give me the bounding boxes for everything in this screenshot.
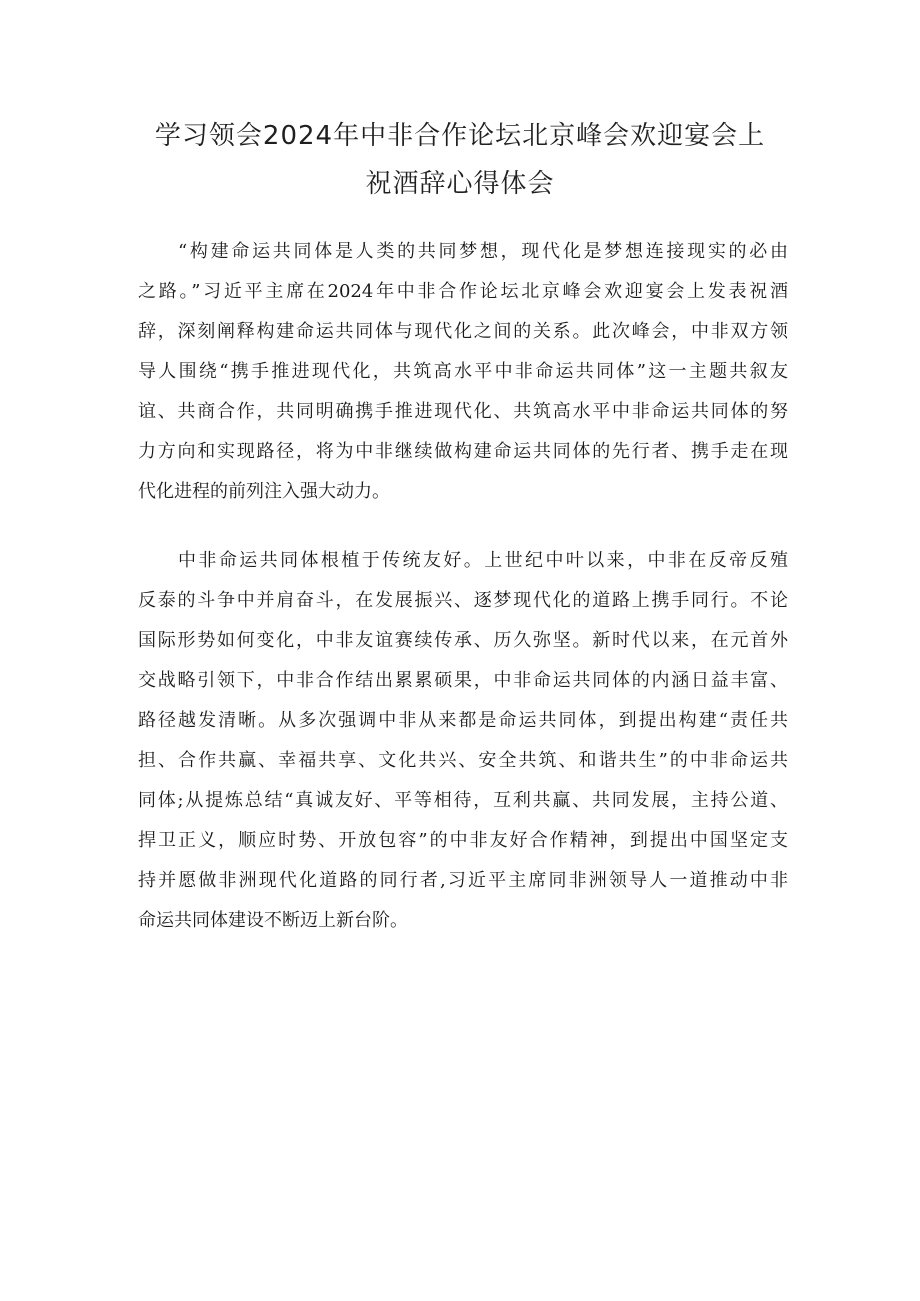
text-line: 国际形势如何变化，中非友谊赛续传承、历久弥坚。新时代以来，在元首外 [138,630,788,651]
text-line: 捍卫正义，顺应时势、开放包容”的中非友好合作精神，到提出中国坚定支 [138,830,788,851]
text-line: “构建命运共同体是人类的共同梦想，现代化是梦想连接现实的必由 [178,241,788,262]
text-line: 交战略引领下，中非合作结出累累硕果，中非命运共同体的内涵日益丰富、 [138,670,788,691]
text-line: 反泰的斗争中并肩奋斗，在发展振兴、逐梦现代化的道路上携手同行。不论 [138,590,788,611]
document-title [120,112,800,208]
paragraph-2 [138,541,788,941]
text-line: 导人围绕“携手推进现代化，共筑高水平中非命运共同体”这一主题共叙友 [138,361,788,382]
text-line: 代化进程的前列注入强大动力。 [138,481,390,502]
title-line: 学习领会2024年中非合作论坛北京峰会欢迎宴会上 [154,121,766,151]
text-line: 路径越发清晰。从多次强调中非从来都是命运共同体，到提出构建“责任共 [138,710,788,731]
text-line: 同体;从提炼总结“真诚友好、平等相待，互利共赢、共同发展，主持公道、 [138,790,788,811]
text-line: 力方向和实现路径，将为中非继续做构建命运共同体的先行者、携手走在现 [138,441,788,462]
document-body [138,232,788,941]
text-line: 命运共同体建设不断迈上新台阶。 [138,910,408,931]
paragraph-1 [138,232,788,512]
text-line: 谊、共商合作，共同明确携手推进现代化、共筑高水平中非命运共同体的努 [138,401,788,422]
text-line: 持并愿做非洲现代化道路的同行者,习近平主席同非洲领导人一道推动中非 [138,870,788,891]
text-line: 辞，深刻阐释构建命运共同体与现代化之间的关系。此次峰会，中非双方领 [138,321,788,342]
title-line: 祝酒辞心得体会 [365,169,555,199]
text-line: 之路。”习近平主席在2024年中非合作论坛北京峰会欢迎宴会上发表祝酒 [138,281,788,302]
text-line: 中非命运共同体根植于传统友好。上世纪中叶以来，中非在反帝反殖 [178,550,788,571]
text-line: 担、合作共赢、幸福共享、文化共兴、安全共筑、和谐共生”的中非命运共 [138,750,788,771]
